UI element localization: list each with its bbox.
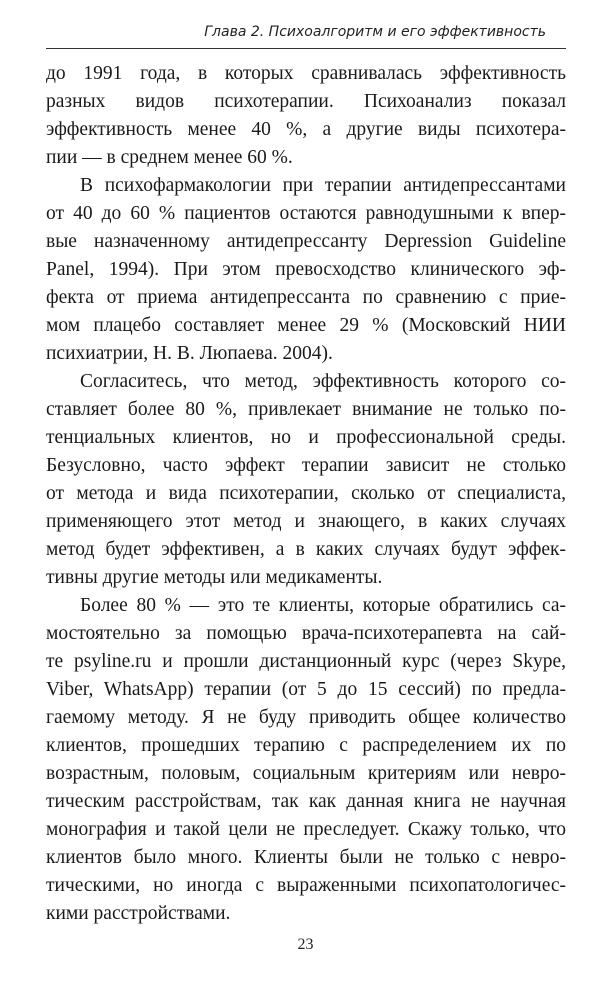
text-line: те psyline.ru и прошли дистанционный курс (через Skype, xyxy=(46,651,566,672)
text-line: монография и такой цели не преследует. Скажу только, что xyxy=(46,819,566,840)
page-number: 23 xyxy=(297,936,314,953)
text-line: кими расстройствами. xyxy=(46,903,231,924)
text-line: клиентов было много. Клиенты были не только с невро- xyxy=(46,847,566,868)
text-line: В психофармакологии при терапии антидепрессантами xyxy=(80,175,566,196)
text-line: метод будет эффективен, а в каких случаях будут эффек- xyxy=(46,539,566,560)
text-line: тенциальных клиентов, но и профессиональной среды. xyxy=(46,427,566,448)
running-header xyxy=(46,18,566,48)
text-line: мостоятельно за помощью врача-психотерапевта на сай- xyxy=(46,623,566,644)
text-line: гаемому методу. Я не буду приводить общее количество xyxy=(46,707,566,728)
text-line: Более 80 % — это те клиенты, которые обратились са- xyxy=(80,595,566,616)
text-line: мом плацебо составляет менее 29 % (Московский НИИ xyxy=(46,315,566,336)
text-line: тическими, но иногда с выраженными психопатологичес- xyxy=(46,875,566,896)
text-line: Согласитесь, что метод, эффективность которого со- xyxy=(80,371,566,392)
body-text xyxy=(46,60,566,928)
text-line: тивны другие методы или медикаменты. xyxy=(46,567,383,588)
text-line: Viber, WhatsApp) терапии (от 5 до 15 сессий) по предла- xyxy=(46,679,566,700)
text-line: применяющего этот метод и знающего, в каких случаях xyxy=(46,511,566,532)
text-line: до 1991 года, в которых сравнивалась эффективность xyxy=(46,63,566,84)
text-line: вые назначенному антидепрессанту Depression Guideline xyxy=(46,231,566,252)
text-line: Panel, 1994). При этом превосходство клинического эф- xyxy=(46,259,566,280)
text-line: эффективность менее 40 %, а другие виды психотера- xyxy=(46,119,566,140)
header-rule xyxy=(46,48,566,49)
text-line: разных видов психотерапии. Психоанализ показал xyxy=(46,91,566,112)
text-line: тическим расстройствам, так как данная книга не научная xyxy=(46,791,566,812)
text-line: психиатрии, Н. В. Люпаева. 2004). xyxy=(46,343,333,364)
text-line: ставляет более 80 %, привлекает внимание не только по- xyxy=(46,399,566,420)
text-line: клиентов, прошедших терапию с распределением их по xyxy=(46,735,566,756)
text-line: от 40 до 60 % пациентов остаются равнодушными к впер- xyxy=(46,203,566,224)
text-line: пии — в среднем менее 60 %. xyxy=(46,147,293,168)
text-line: фекта от приема антидепрессанта по сравнению с прие- xyxy=(46,287,566,308)
text-line: возрастным, половым, социальным критериям или невро- xyxy=(46,763,566,784)
chapter-title: Глава 2. Психоалгоритм и его эффективность xyxy=(204,24,546,40)
text-line: Безусловно, часто эффект терапии зависит не столько xyxy=(46,455,566,476)
text-line: от метода и вида психотерапии, сколько от специалиста, xyxy=(46,483,566,504)
